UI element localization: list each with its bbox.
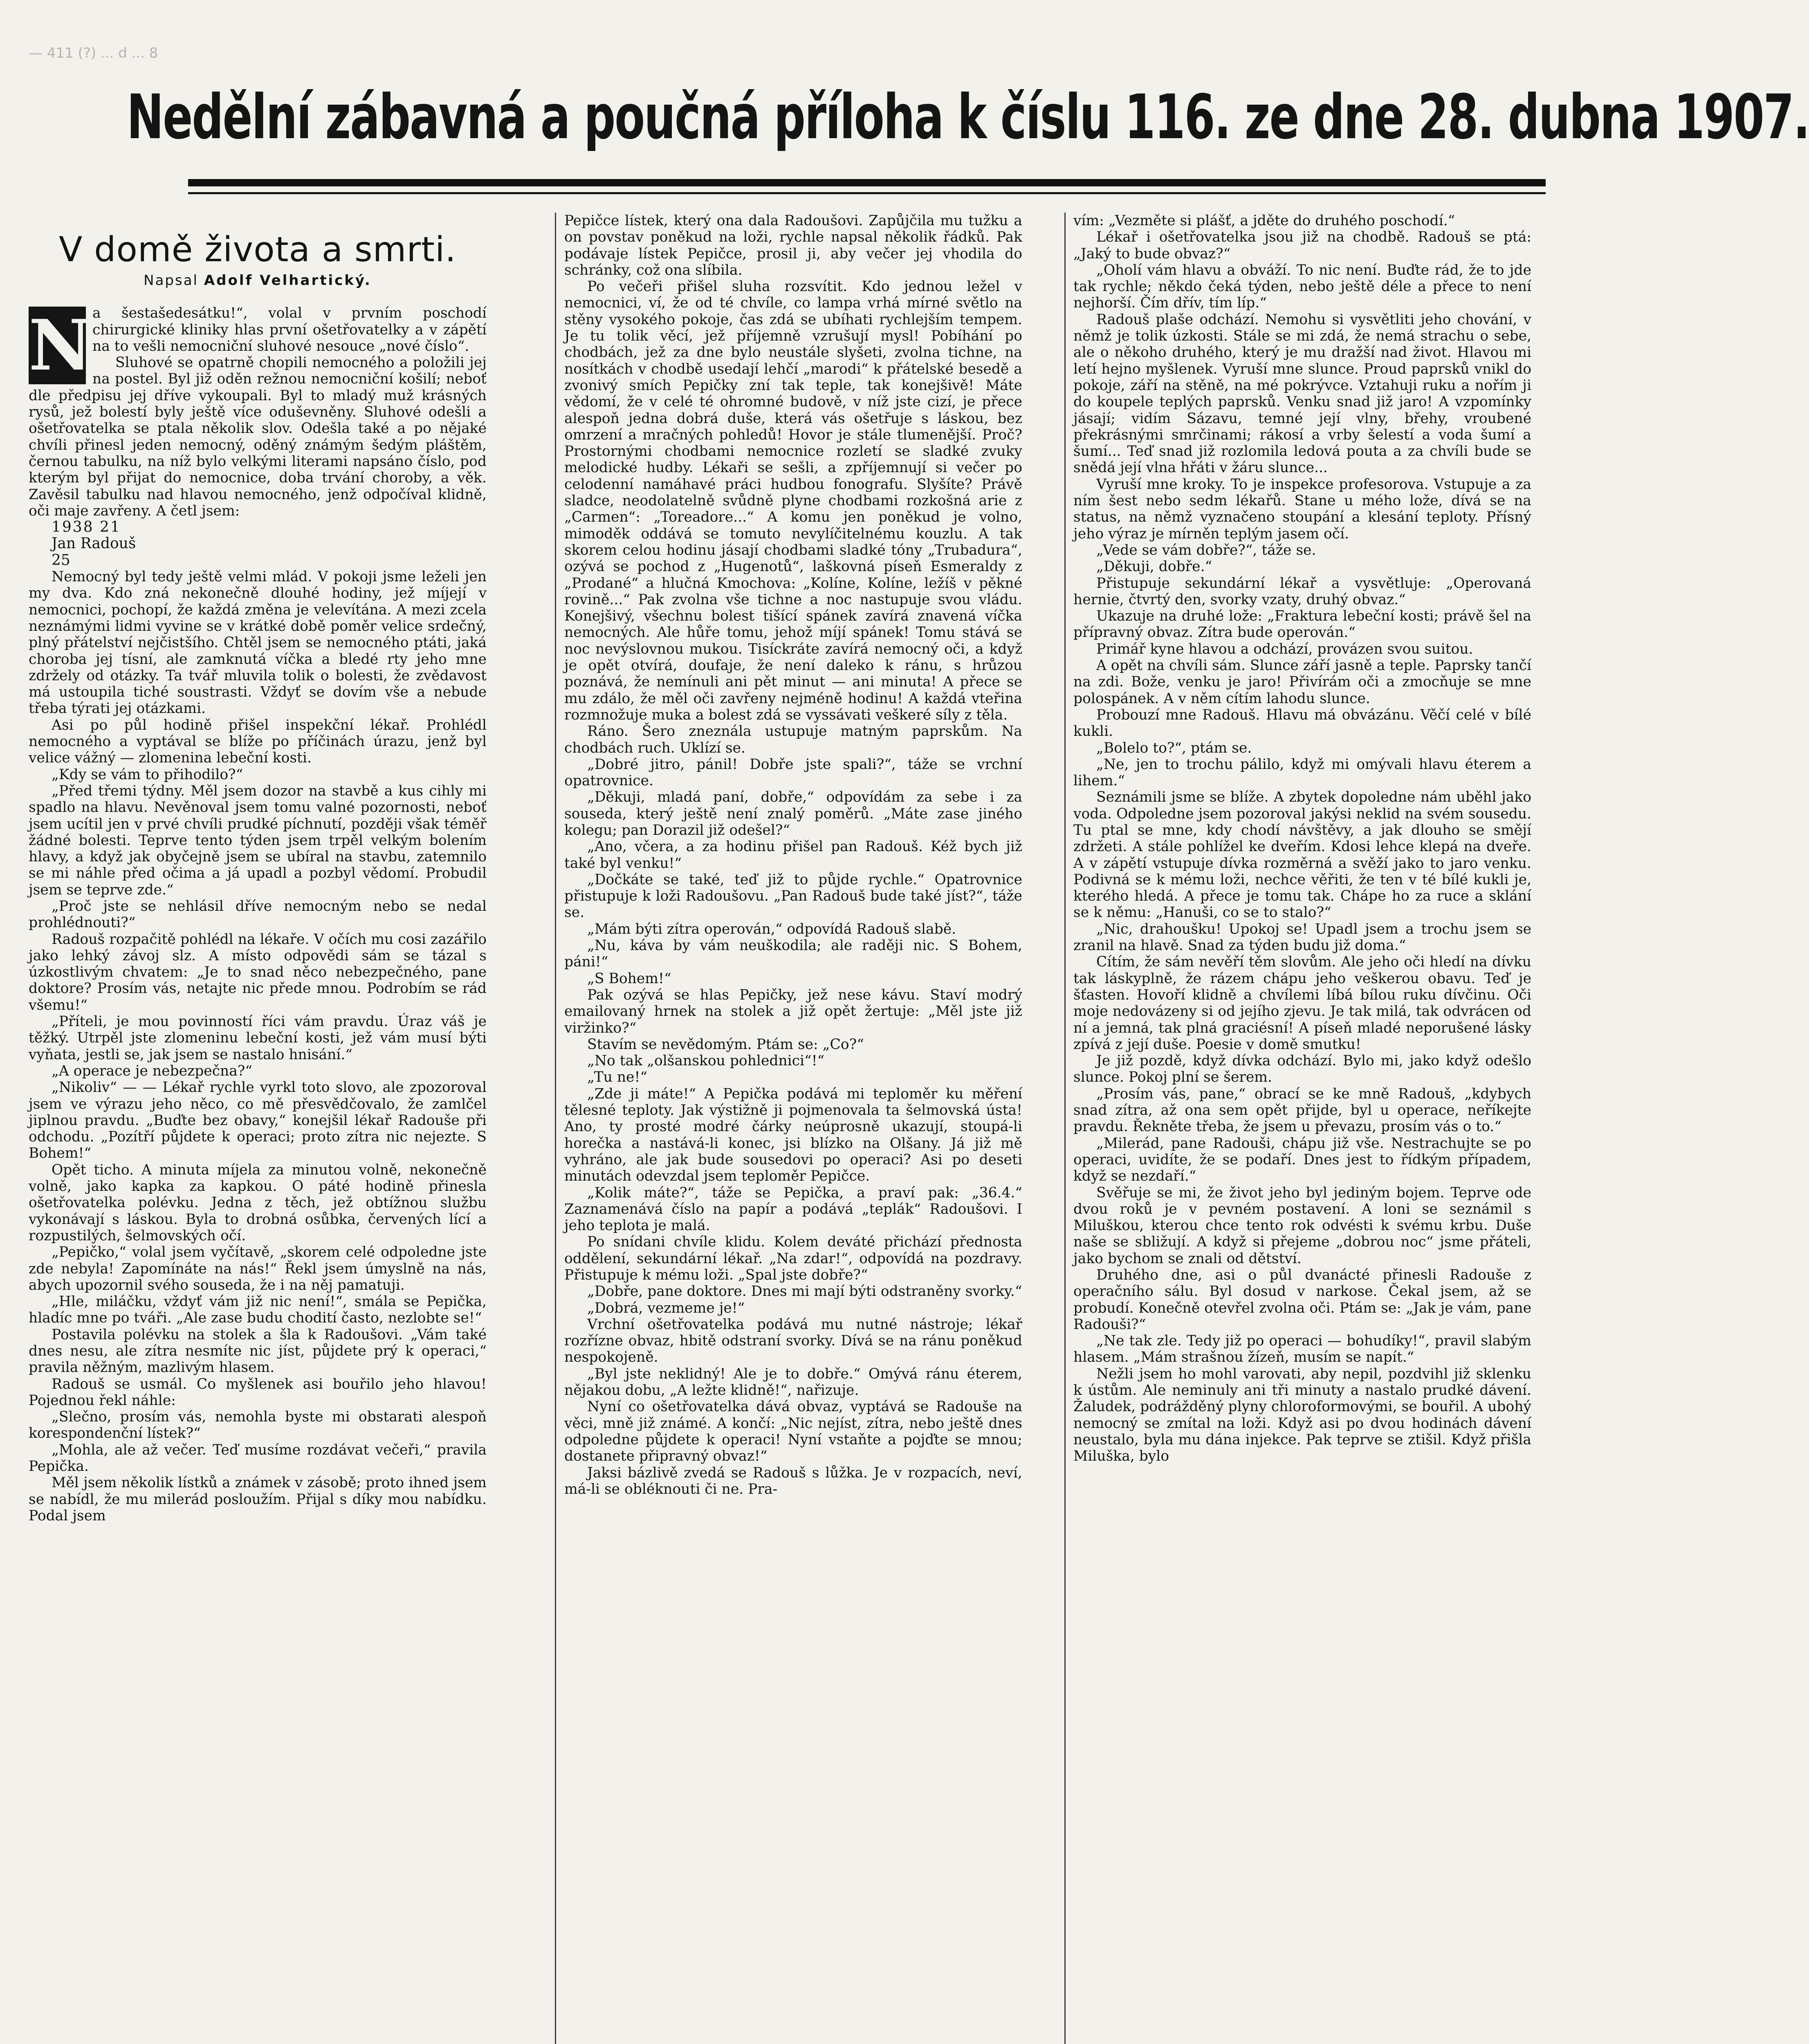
patient-card-line-1: 1938 21	[52, 519, 121, 536]
paragraph: Primář kyne hlavou a odchází, provázen svou suitou.	[1096, 641, 1473, 657]
column-1	[29, 213, 487, 2044]
paragraph: Postavila polévku na stolek a šla k Radoušovi. „Vám také dnes nesu, ale zítra nesmíte nic jíst, půjdete prý k operaci,“ pravila něžným, mazlivým hlasem.	[29, 1326, 487, 1376]
byline	[29, 272, 487, 289]
paragraph: „Slečno, prosím vás, nemohla byste mi obstarati alespoň korespondenční lístek?“	[29, 1409, 487, 1442]
paragraph: Vrchní ošetřovatelka podává mu nutné nástroje; lékař rozřízne obvaz, hbitě odstraní svorky. Dívá se na ránu poněkud nespokojeně.	[564, 1316, 1022, 1366]
column-3-paragraphs	[1073, 213, 1531, 1465]
author-name: Adolf Velhartický.	[204, 272, 372, 289]
bleed-through-text: — 411 (?) ... d ... 8	[29, 45, 158, 61]
paragraph: „Nikoliv“ — — Lékař rychle vyrkl toto slovo, ale zpozoroval jsem ve výrazu jeho něco, co mě přesvědčovalo, že zamlčel jiplnou pravdu. „Buďte bez obavy,“ konejšil lékař Radouše při odchodu. „Pozítří půjdete k operaci; proto zítra nic nejezte. S Bohem!“	[29, 1079, 487, 1162]
paragraph: „S Bohem!“	[587, 970, 671, 987]
paragraph: „Ano, včera, a za hodinu přišel pan Radouš. Kéž bych již také byl venku!“	[564, 838, 1022, 872]
paragraph: Jaksi bázlivě zvedá se Radouš s lůžka. Je v rozpacích, neví, má-li se obléknouti či ne. Pra-	[564, 1464, 1022, 1497]
paragraph: Radouš rozpačitě pohlédl na lékaře. V očích mu cosi zazářilo jako lehký závoj slz. A místo odpovědi sám se tázal s úzkostlivým chvatem: „Je to snad něco nebezpečného, pane doktore? Prosím vás, netajte nic přede mnou. Podrobím se rád všemu!“	[29, 931, 487, 1013]
paragraph: „Děkuji, dobře.“	[1096, 558, 1212, 575]
paragraph: Asi po půl hodině přišel inspekční lékař. Prohlédl nemocného a vyptával se blíže po příčinách úrazu, jenž byl velice vážný — zlomenina lebeční kosti.	[29, 717, 487, 766]
paragraph: „Nu, káva by vám neuškodila; ale raději nic. S Bohem, páni!“	[564, 937, 1022, 970]
paragraph: Stavím se nevědomým. Ptám se: „Co?“	[587, 1036, 864, 1053]
column-divider-1	[555, 213, 556, 2044]
paragraph: Po večeři přišel sluha rozsvítit. Kdo jednou ležel v nemocnici, ví, že od té chvíle, co lampa vrhá mírné světlo na stěny vysokého pokoje, čas zdá se ubíhati rychlejším tempem. Je tu tolik věcí, jež příjemně vzrušují mysl! Pobíhání po chodbách, jež za dne bylo neustále slyšeti, zvolna tichne, na nosítkách v chodbě usedají lehčí „marodi“ k přátelské besedě a zvonivý smích Pepičky zní tak teple, tak konejšivě! Máte vědomí, že v celé té ohromné budově, v níž jste cizí, je přece alespoň jedna dobrá duše, která vás ošetřuje s láskou, bez omrzení a mračných pohledů! Hovor je stále tlumenější. Proč? Prostornými chodbami nemocnice rozletí se sladké zvuky melodické hudby. Lékaři se sešli, a zpříjemnují si večer po celodenní namáhavé práci hudbou fonografu. Slyšíte? Právě sladce, neodolatelně svůdně plyne chodbami rozkošná arie z „Carmen“: „Toreadore...“ A komu jen poněkud je volno, mimoděk oddává se tomuto nevylíčitelnému kouzlu. A tak skorem celou hodinu jásají chodbami sladké tóny „Trubadura“, ozývá se pochod z „Hugenotů“, laškovná píseň Esmeraldy z „Prodané“ a hlučná Kmochova: „Kolíne, Kolíne, ležíš v pěkné rovině...“ Pak zvolna vše tichne a noc nastupuje svou vládu. Konejšivý, všechnu bolest tišící spánek zavírá znavená víčka nemocných. Ale hůře tomu, jehož míjí spánek! Tomu stává se noc nevýslovnou mukou. Tisíckráte zavírá nemocný oči, a když je opět otvírá, doufaje, že není daleko k ránu, s hrůzou poznává, že nemínuli ani pět minut — ani minuta! A přece se mu zdálo, že měl oči zavřeny nejméně hodinu! A každá vteřina rozmnožuje muka a bolest zdá se vyssávati veškeré síly z těla.	[564, 278, 1022, 723]
paragraph: Opět ticho. A minuta míjela za minutou volně, nekonečně volně, jako kapka za kapkou. O páté hodině přinesla ošetřovatelka polévku. Jedna z těch, jež obtížnou službu vykonávají s láskou. Byla to drobná osůbka, červených lící a rozpustilých, šelmovských očí.	[29, 1161, 487, 1244]
paragraph: „Před třemi týdny. Měl jsem dozor na stavbě a kus cihly mi spadlo na hlavu. Nevěnoval jsem tomu valné pozornosti, neboť jsem ucítil jen v prvé chvíli prudké píchnutí, později však téměř žádné bolesti. Teprve tento týden jsem trpěl velkým bolením hlavy, a když jak obyčejně jsem se ubíral na stavbu, zatemnilo se mi náhle před očima a já upadl a pozbyl vědomí. Probudil jsem se teprve zde.“	[29, 782, 487, 898]
paragraph: Radouš plaše odchází. Nemohu si vysvětliti jeho chování, v němž je tolik úzkosti. Stále se mi zdá, že nemá strachu o sebe, ale o někoho druhého, který je mu dražší nad život. Hlavou mi letí hejno myšlenek. Vyruší mne slunce. Proud paprsků vnikl do pokoje, září na stěně, na mé pokrývce. Vztahuji ruku a nořím ji do koupele teplých paprsků. Venku snad již jaro! A vzpomínky jásají; vidím Sázavu, temné její vlny, břehy, vroubené překrásnými smrčinami; rákosí a vrby šelestí a voda šumí a šumí... Teď snad již rozlomila ledová pouta a za chvíli bude se snědá její vlna hřáti v žáru slunce...	[1073, 311, 1531, 476]
paragraph: Měl jsem několik lístků a známek v zásobě; proto ihned jsem se nabídl, že mu milerád posloužím. Přijal s díky mou nabídku. Podal jsem	[29, 1475, 487, 1524]
paragraph: „Byl jste neklidný! Ale je to dobře.“ Omývá ránu éterem, nějakou dobu, „A ležte klidně!“, nařizuje.	[564, 1365, 1022, 1399]
drop-cap-initial: N	[29, 305, 92, 387]
paragraph: A opět na chvíli sám. Slunce září jasně a teple. Paprsky tančí na zdi. Bože, venku je jaro! Přivírám oči a zmocňuje se mne polospánek. A v něm cítím lahodu slunce.	[1073, 657, 1531, 707]
column-1-paragraphs-before-card	[29, 354, 487, 519]
paragraph: Probouzí mne Radouš. Hlavu má obvázánu. Věčí celé v bílé kukli.	[1073, 706, 1531, 740]
paragraph: „Mám býti zítra operován,“ odpovídá Radouš slabě.	[587, 921, 956, 937]
byline-prefix: Napsal	[144, 272, 199, 289]
paragraph: Druhého dne, asi o půl dvanácté přinesli Radouše z operačního sálu. Byl dosud v narkose. Čekal jsem, až se probudí. Konečně otevřel zvolna oči. Ptám se: „Jak je vám, pane Radouši?“	[1073, 1267, 1531, 1333]
masthead-rule-thin	[188, 192, 1546, 194]
paragraph: „Kdy se vám to přihodilo?“	[52, 766, 243, 783]
paragraph: „Hle, miláčku, vždyť vám již nic není!“, smála se Pepička, hladíc mne po tváři. „Ale zase budu chodití často, nezlobte se!“	[29, 1293, 487, 1327]
paragraph: Svěřuje se mi, že život jeho byl jediným bojem. Teprve ode dvou roků je v pevném postavení. A loni se seznámil s Miluškou, kterou chce tento rok odvésti k svému krbu. Duše naše se sbližují. A když si přejeme „dobrou noc“ jsme přáteli, jako bychom se znali od dětství.	[1073, 1184, 1531, 1267]
paragraph: „Dobře, pane doktore. Dnes mi mají býti odstraněny svorky.“	[587, 1283, 1022, 1300]
paragraph: „Příteli, je mou povinností říci vám pravdu. Úraz váš je těžký. Utrpěl jste zlomeninu lebeční kosti, jež vám musí býti vyňata, jestli se, jak jsem se nastalo hnisání.“	[29, 1013, 487, 1063]
column-2-paragraphs	[564, 213, 1022, 1497]
paragraph: Je již pozdě, když dívka odchází. Bylo mi, jako když odešlo slunce. Pokoj plní se šerem.	[1073, 1053, 1531, 1086]
paragraph: „Oholí vám hlavu a obváží. To nic není. Buďte rád, že to jde tak rychle; někdo čeká týden, nebo ještě déle a přece to není nejhorší. Čím dřív, tím líp.“	[1073, 262, 1531, 312]
paragraph: Nemocný byl tedy ještě velmi mlád. V pokoji jsme leželi jen my dva. Kdo zná nekonečně dlouhé hodiny, jež míjejí v nemocnici, pochopí, že každá změna je velevítána. A mezi zcela neznámými lidmi vyvine se v krátké době poměr velice srdečný, plný přátelství nejčistšího. Chtěl jsem se nemocného ptáti, jaká choroba jej tísní, ale zamknutá víčka a bledé rty jeho mne zdržely od otázky. Ta tvář mluvila tolik o bolesti, že zvědavost má ustoupila tiché soustrasti. Vždyť se dovím vše a nebude třeba týrati jej otázkami.	[29, 569, 487, 717]
paragraph: „Proč jste se nehlásil dříve nemocným nebo se nedal prohlédnouti?“	[29, 898, 487, 931]
paragraph: „Milerád, pane Radouši, chápu již vše. Nestrachujte se po operaci, uvidíte, že se podaří. Dnes jest to řídkým případem, když se nezdaří.“	[1073, 1135, 1531, 1185]
paragraph: Pak ozývá se hlas Pepičky, jež nese kávu. Staví modrý emailovaný hrnek na stolek a již opět žertuje: „Měl jste již viržinko?“	[564, 986, 1022, 1036]
paragraph: „A operace je nebezpečna?“	[52, 1062, 252, 1079]
paragraph: „Dobrá, vezmeme je!“	[587, 1300, 745, 1316]
intro-paragraph: a šestašedesátku!“, volal v prvním poschodí chirurgické kliniky hlas první ošetřovatelky a v zápětí na to vešli nemocniční sluhové nesouce „nové číslo“.	[92, 305, 487, 354]
paragraph: „Bolelo to?“, ptám se.	[1096, 740, 1252, 756]
paragraph: Pepičce lístek, který ona dala Radoušovi. Zapůjčila mu tužku a on povstav poněkud na loži, rychle napsal několik řádků. Pak podávaje lístek Pepičce, prosil ji, aby večer jej vhodila do schránky, což ona slíbila.	[564, 213, 1022, 278]
patient-card-line-3: 25	[52, 551, 70, 569]
patient-card-line-2: Jan Radouš	[52, 535, 136, 552]
paragraph: Seznámili jsme se blíže. A zbytek dopoledne nám uběhl jako voda. Odpoledne jsem pozoroval jakýsi neklid na svém sousedu. Tu ptal se mne, kdy chodí návštěvy, a jak dlouho se smějí zdržeti. A stále pohlížel ke dveřím. Kdosi lehce klepá na dveře. A v zápětí vstupuje dívka rozměrná a svěží jako to jaro venku. Podivná se k mému loži, nechce věřiti, že ten v té bílé kukli je, kterého hledá. A přece je tomu tak. Chápe ho za ruce a sklání se k němu: „Hanuši, co se to stalo?“	[1073, 789, 1531, 921]
paragraph: „Mohla, ale až večer. Teď musíme rozdávat večeři,“ pravila Pepička.	[29, 1441, 487, 1475]
paragraph: Cítím, že sám nevěří těm slovům. Ale jeho oči hledí na dívku tak láskyplně, že rázem chápu jeho veškerou obavu. Teď je šťasten. Hovoří klidně a chvílemi líbá bílou ruku dívčinu. Oči moje nedovázeny si od jejího zjevu. Je tak milá, tak odvrácen od ní a jemná, tak plná graciésní! A píseň mladé neporušené lásky zpívá z její duše. Poesie v domě smutku!	[1073, 954, 1531, 1053]
paragraph: Nežli jsem ho mohl varovati, aby nepil, pozdvihl již sklenku k ústům. Ale neminuly ani tři minuty a nastalo prudké dávení. Žaludek, podrážděný plyny chloroformovými, se bouřil. A ubohý nemocný se zmítal na loži. Když asi po dvou hodinách dávení neustalo, byla mu dána injekce. Pak teprve se ztišil. Když přišla Miluška, bylo	[1073, 1365, 1531, 1465]
paragraph: Ráno. Šero zneznála ustupuje matným paprskům. Na chodbách ruch. Uklízí se.	[564, 723, 1022, 756]
paragraph: Vyruší mne kroky. To je inspekce profesorova. Vstupuje a za ním šest nebo sedm lékařů. Stane u mého lože, dívá se na status, na němž vyznačeno stoupání a klesání teploty. Přísný jeho výraz je mírněn teplým jasem očí.	[1073, 476, 1531, 542]
column-2	[564, 213, 1022, 2044]
article-title: V domě života a smrti.	[58, 229, 456, 269]
paragraph: „Ne tak zle. Tedy již po operaci — bohudíky!“, pravil slabým hlasem. „Mám strašnou žízeň, musím se napít.“	[1073, 1333, 1531, 1366]
paragraph: Radouš se usmál. Co myšlenek asi bouřilo jeho hlavou! Pojednou řekl náhle:	[29, 1376, 487, 1409]
paragraph: „Kolik máte?“, táže se Pepička, a praví pak: „36.4.“ Zaznamenává číslo na papír a podává „teplák“ Radoušovi. I jeho teplota je malá.	[564, 1184, 1022, 1234]
paragraph: „Prosím vás, pane,“ obrací se ke mně Radouš, „kdybych snad zítra, až ona sem opět přijde, byl u operace, neříkejte pravdu. Řekněte třeba, že jsem u převazu, prosím vás o to.“	[1073, 1085, 1531, 1135]
paragraph: „Děkuji, mladá paní, dobře,“ odpovídám za sebe i za souseda, který ještě není znalý poměrů. „Máte zase jiného kolegu; pan Dorazil již odešel?“	[564, 789, 1022, 838]
paragraph: „Pepičko,“ volal jsem vyčítavě, „skorem celé odpoledne jste zde nebyla! Zapomínáte na nás!“ Řekl jsem úmyslně na nás, abych upozornil svého souseda, že i na něj pamatuji.	[29, 1244, 487, 1293]
masthead-rule-thick	[188, 179, 1546, 186]
paragraph: „Dočkáte se také, teď již to půjde rychle.“ Opatrovnice přistupuje k loži Radoušovu. „Pan Radouš bude také jíst?“, táže se.	[564, 871, 1022, 921]
column-1-paragraphs-after-card	[29, 569, 487, 1524]
paragraph: Nyní co ošetřovatelka dává obvaz, vyptává se Radouše na věci, mně již známé. A končí: „Nic nejíst, zítra, nebo ještě dnes odpoledne půjdete k operaci! Nyní vstaňte a pojďte se mnou; dostanete připravný obvaz!“	[564, 1399, 1022, 1465]
paragraph: Přistupuje sekundární lékař a vysvětluje: „Operovaná hernie, čtvrtý den, svorky vzaty, druhý obvaz.“	[1073, 575, 1531, 608]
column-3	[1073, 213, 1531, 2044]
paragraph: Sluhové se opatrně chopili nemocného a položili jej na postel. Byl již oděn režnou nemocniční košilí; neboť dle předpisu jej dříve vykoupali. Byl to mladý muž krásných rysů, jež bolestí byly ještě více oduševněny. Sluhové odešli a ošetřovatelka se ptala několik slov. Odešla také a po nějaké chvíli přinesl jeden nemocný, oděný známým šedým pláštěm, černou tabulku, na níž bylo velkými literami napsáno číslo, pod kterým byl přijat do nemocnice, doba trvání choroby, a věk. Zavěsil tabulku nad hlavou nemocného, jenž odpočíval klidně, oči maje zavřeny. A četl jsem:	[29, 354, 487, 519]
paragraph: Po snídani chvíle klidu. Kolem deváté přichází přednosta oddělení, sekundární lékař. „Na zdar!“, odpovídá na pozdravy. Přistupuje k mému loži. „Spal jste dobře?“	[564, 1234, 1022, 1283]
paragraph: Ukazuje na druhé lože: „Fraktura lebeční kosti; právě šel na přípravný obvaz. Zítra bude operován.“	[1073, 608, 1531, 641]
paragraph: „Dobré jitro, pánil! Dobře jste spali?“, táže se vrchní opatrovnice.	[564, 756, 1022, 789]
paragraph: „Zde ji máte!“ A Pepička podává mi teploměr ku měření tělesné teploty. Jak výstižně ji pojmenovala ta šelmovská ústa! Ano, ty prosté modré čárky neúprosně ukazují, stoupá-li horečka a nastává-li konec, jsi blízko na Olšany. Já již mě vyhráno, ale jak bude sousedovi po operaci? Asi po deseti minutách odevzdal jsem teploměr Pepičce.	[564, 1085, 1022, 1185]
masthead-title: Nedělní zábavná a poučná příloha k číslu 116. ze dne 28. dubna 1907.	[127, 82, 1809, 153]
paragraph: Lékař i ošetřovatelka jsou již na chodbě. Radouš se ptá: „Jaký to bude obvaz?“	[1073, 229, 1531, 262]
paragraph: „Ne, jen to trochu pálilo, když mi omývali hlavu éterem a lihem.“	[1073, 756, 1531, 789]
column-divider-2	[1064, 213, 1066, 2044]
paragraph: vím: „Vezměte si plášť, a jděte do druhého poschodí.“	[1073, 213, 1455, 229]
paragraph: „No tak „olšanskou pohlednici“!“	[587, 1053, 825, 1069]
paragraph: „Nic, drahoušku! Upokoj se! Upadl jsem a trochu jsem se zranil na hlavě. Snad za týden budu již doma.“	[1073, 921, 1531, 954]
paragraph: „Vede se vám dobře?“, táže se.	[1096, 542, 1316, 558]
paragraph: „Tu ne!“	[587, 1069, 647, 1086]
